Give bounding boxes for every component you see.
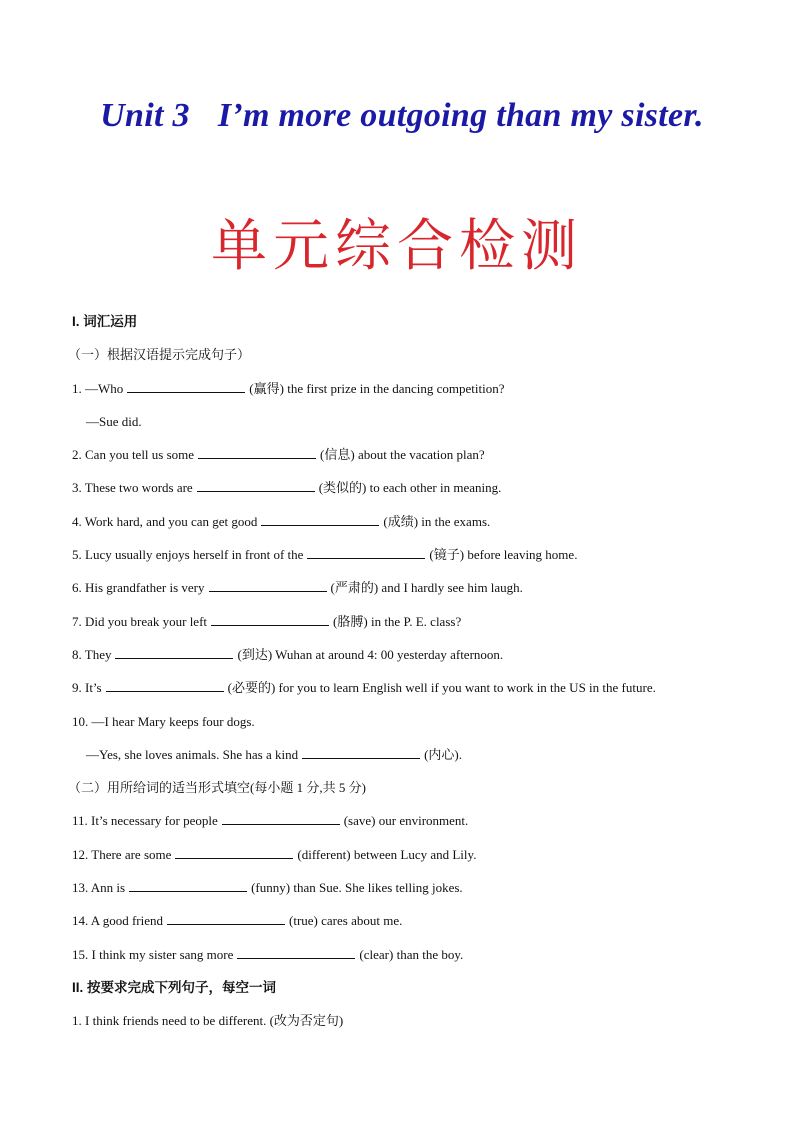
question-12: 12. There are some (different) between Lucy and Lily. [72,846,477,862]
section-heading-vocabulary: I. 词汇运用 [72,314,138,329]
question-5: 5. Lucy usually enjoys herself in front of the (镜子) before leaving home. [72,547,578,563]
unit-title-text: I’m more outgoing than my sister. [217,97,704,134]
part-heading-word-forms: （二）用所给词的适当形式填空(每小题 1 分,共 5 分) [68,780,366,796]
answer-blank[interactable] [198,446,316,459]
question-13: 13. Ann is (funny) than Sue. She likes telling jokes. [72,880,463,896]
answer-blank[interactable] [115,646,233,659]
answer-blank[interactable] [237,946,355,959]
question-2: 2. Can you tell us some (信息) about the vacation plan? [72,447,485,463]
answer-blank[interactable] [167,912,285,925]
question-11: 11. It’s necessary for people (save) our environment. [72,813,469,829]
answer-blank[interactable] [127,380,245,393]
unit-label: Unit 3 [100,97,190,134]
answer-blank[interactable] [211,613,329,626]
question-10-reply: —Yes, she loves animals. She has a kind (内心). [86,746,463,762]
answer-blank[interactable] [197,479,315,492]
answer-blank[interactable] [209,579,327,592]
exercise-content [68,305,732,1038]
question-15: 15. I think my sister sang more (clear) than the boy. [72,946,464,962]
question-14: 14. A good friend (true) cares about me. [72,913,403,929]
answer-blank[interactable] [129,879,247,892]
section-heading-sentences: II. 按要求完成下列句子，每空一词 [72,979,277,995]
question-6: 6. His grandfather is very (严肃的) and I hardly see him laugh. [72,580,523,596]
question-9: 9. It’s (必要的) for you to learn English well if you want to work in the US in the future. [72,680,656,696]
answer-blank[interactable] [307,546,425,559]
answer-blank[interactable] [302,746,420,759]
question-1-answer: —Sue did. [86,413,142,429]
part-heading-chinese-hints: （一）根据汉语提示完成句子） [68,347,251,363]
answer-blank[interactable] [261,513,379,526]
question-8: 8. They (到达) Wuhan at around 4: 00 yesterday afternoon. [72,646,504,662]
question-10: 10. —I hear Mary keeps four dogs. [72,713,255,729]
question-7: 7. Did you break your left (胳膊) in the P. E. class? [72,613,462,629]
answer-blank[interactable] [175,846,293,859]
question-3: 3. These two words are (类似的) to each other in meaning. [72,480,502,496]
answer-blank[interactable] [222,812,340,825]
question-4: 4. Work hard, and you can get good (成绩) in the exams. [72,513,491,529]
section2-question-1: 1. I think friends need to be different. (改为否定句) [72,1013,344,1029]
answer-blank[interactable] [106,679,224,692]
question-1: 1. —Who (赢得) the first prize in the dancing competition? [72,380,505,396]
page-title [100,92,704,140]
section-banner: 单元综合检测 [211,214,583,279]
